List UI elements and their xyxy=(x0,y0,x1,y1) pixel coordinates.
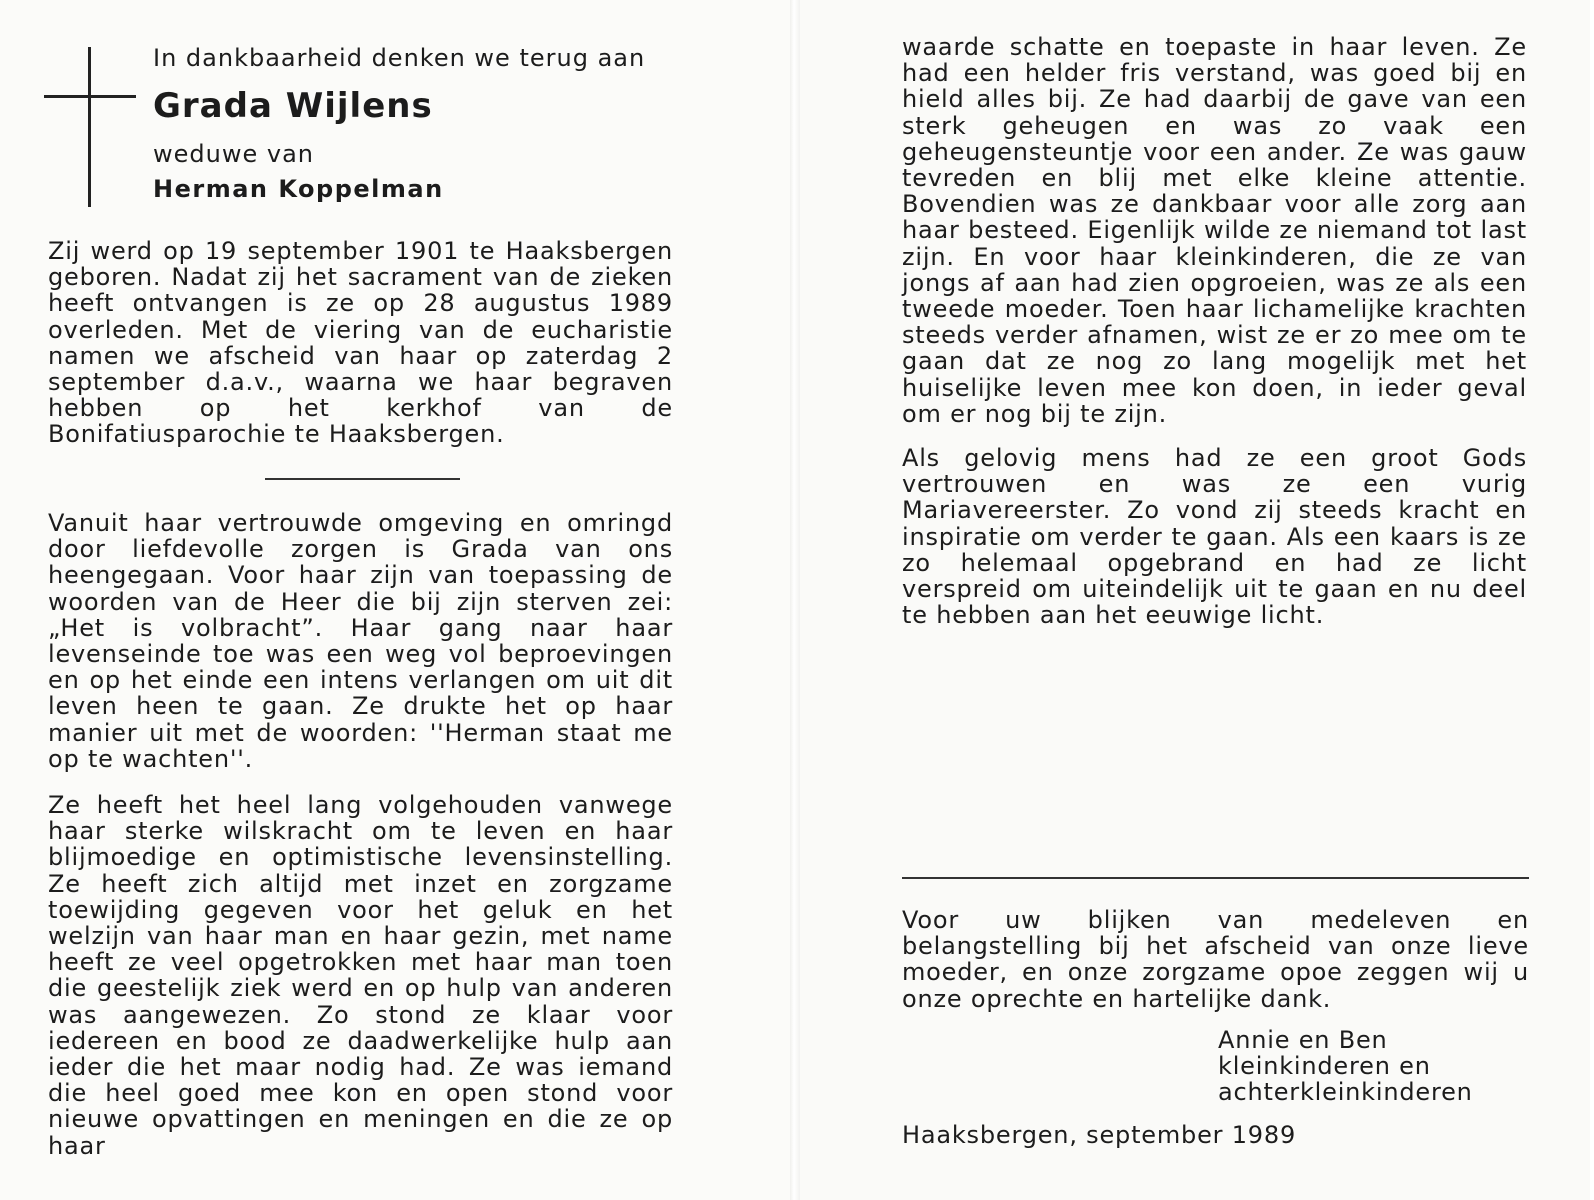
character-paragraph: Ze heeft het heel lang volgehouden vanwege haar sterke wilskracht om te leven en haar blijmoedige en optimistische levensinstelling. Ze heeft zich altijd met inzet en zorgzame toewijding gegeven voor het geluk en het welzijn van haar man en haar gezin, met name heeft ze veel opgetrokken met haar man toen die geestelijk ziek werd en op hulp van anderen was aangewezen. Zo stond ze klaar voor iedereen en bood ze daadwerkelijke hulp aan ieder die het maar nodig had. Ze was iemand die heel goed mee kon en open stond voor nieuwe opvattingen en meningen en die ze op haar xyxy=(48,791,673,1160)
farewell-paragraph: Vanuit haar vertrouwde omgeving en omringd door liefdevolle zorgen is Grada van ons heengegaan. Voor haar zijn van toepassing de woorden van de Heer die bij zijn sterven zei: „Het is volbracht”. Haar gang naar haar levenseinde toe was een weg vol beproevingen en op het einde een intens verlangen om uit dit leven heen te gaan. Ze drukte het op haar manier uit met de woorden: ''Herman staat me op te wachten''. xyxy=(48,509,673,773)
faith-paragraph: Als gelovig mens had ze een groot Gods vertrouwen en was ze een vurig Mariavereerster. Zo vond zij steeds kracht en inspiratie om verder te gaan. Als een kaars is ze zo helemaal opgebrand en had ze licht verspreid om uiteindelijk uit te gaan en nu deel te hebben aan het eeuwige licht. xyxy=(902,444,1527,630)
widow-of-label: weduwe van xyxy=(153,140,314,168)
biography-paragraph: Zij werd op 19 september 1901 te Haaksbergen geboren. Nadat zij het sacrament van de zieken heeft ontvangen is ze op 28 augustus 1989 overleden. Met de viering van de eucharistie namen we afscheid van haar op zaterdag 2 september d.a.v., waarna we haar begraven hebben op het kerkhof van de Bonifatiusparochie te Haaksbergen. xyxy=(48,237,673,449)
signer-line: kleinkinderen en xyxy=(1218,1052,1431,1080)
divider xyxy=(902,877,1529,879)
cross-icon-bar xyxy=(44,95,136,98)
card-fold xyxy=(790,0,800,1200)
husband-name: Herman Koppelman xyxy=(153,175,444,203)
signer-line: achterkleinkinderen xyxy=(1218,1078,1473,1106)
signer-line: Annie en Ben xyxy=(1218,1026,1388,1054)
thanks-paragraph: Voor uw blijken van medeleven en belangstelling bij het afscheid van onze lieve moeder, en onze zorgzame opoe zeggen wij u onze oprechte en hartelijke dank. xyxy=(902,906,1529,1013)
cross-icon xyxy=(88,47,91,207)
divider xyxy=(265,478,460,480)
intro-line: In dankbaarheid denken we terug aan xyxy=(153,44,646,72)
place-date: Haaksbergen, september 1989 xyxy=(902,1121,1297,1149)
continued-paragraph: waarde schatte en toepaste in haar leven. Ze had een helder fris verstand, was goed bij en hield alles bij. Ze had daarbij de gave van een sterk geheugen en was zo vaak een geheugensteuntje voor een ander. Ze was gauw tevreden en blij met elke kleine attentie. Bovendien was ze dankbaar voor alle zorg aan haar besteed. Eigenlijk wilde ze niemand tot last zijn. En voor haar kleinkinderen, die ze van jongs af aan had zien opgroeien, was ze als een tweede moeder. Toen haar lichamelijke krachten steeds verder afnamen, wist ze er zo mee om te gaan dat ze nog zo lang mogelijk met het huiselijke leven mee kon doen, in ieder geval om er nog bij te zijn. xyxy=(902,33,1527,428)
left-page xyxy=(0,0,790,1200)
right-page xyxy=(800,0,1590,1200)
deceased-name: Grada Wijlens xyxy=(153,86,433,126)
signers-block xyxy=(1218,1027,1473,1105)
